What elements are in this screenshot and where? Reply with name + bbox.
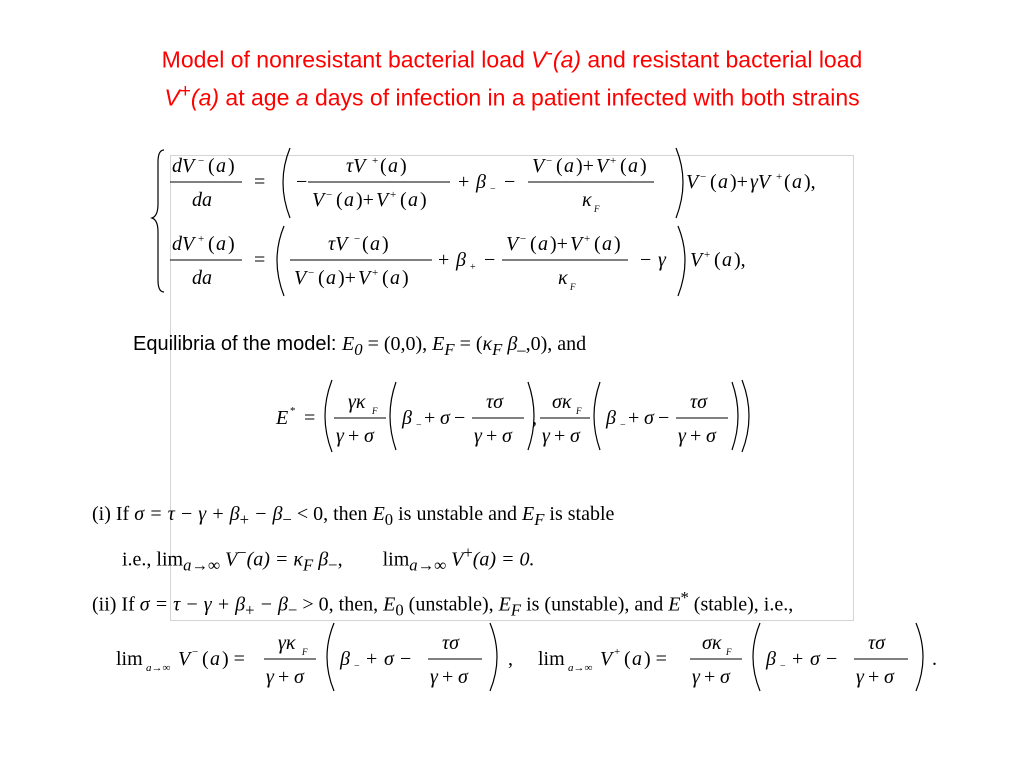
var-e-star: E: [668, 593, 681, 616]
svg-text:−: −: [546, 155, 553, 167]
sub: F: [510, 600, 522, 620]
svg-text:β: β: [766, 648, 776, 670]
svg-text:a: a: [388, 155, 398, 177]
svg-text:a: a: [326, 267, 336, 289]
svg-text:,: ,: [508, 648, 513, 670]
svg-text:γ: γ: [856, 666, 864, 688]
svg-text:γ: γ: [658, 249, 666, 271]
svg-text:F: F: [372, 406, 378, 416]
e0-value: = (0,0),: [362, 333, 433, 355]
equation-2: [170, 226, 746, 296]
svg-text:(: (: [318, 267, 325, 289]
svg-text:(: (: [710, 171, 717, 193]
svg-text:−: −: [296, 171, 308, 193]
svg-text:+: +: [348, 425, 360, 447]
svg-text:): ): [228, 233, 235, 255]
sup: +: [463, 543, 473, 562]
sub: 0: [354, 340, 363, 359]
svg-text:),: ),: [734, 249, 746, 271]
svg-text:σ: σ: [706, 425, 716, 447]
svg-text:−: −: [826, 648, 838, 670]
svg-text:): ): [420, 189, 427, 211]
svg-text:+: +: [868, 666, 880, 688]
svg-text:)+: )+: [550, 233, 568, 255]
equilibria-line: [133, 333, 586, 360]
svg-text:+: +: [372, 155, 379, 167]
sub: +: [239, 510, 249, 529]
sub: 0: [384, 510, 394, 529]
svg-text:,: ,: [532, 407, 537, 429]
svg-text:σκ: σκ: [702, 632, 722, 654]
svg-text:): ): [402, 267, 409, 289]
lim-expr: (a) = κ: [246, 548, 304, 571]
sub: F: [444, 340, 455, 359]
sub: F: [303, 555, 314, 575]
title-text: and resistant bacterial load: [581, 46, 863, 73]
svg-text:a: a: [628, 155, 638, 177]
svg-text:): ): [382, 233, 389, 255]
svg-text:β: β: [340, 648, 350, 670]
svg-text:): ): [400, 155, 407, 177]
svg-text:(: (: [714, 249, 721, 271]
comma: ,: [337, 548, 343, 571]
svg-text:(: (: [382, 267, 389, 289]
var-e0: E: [342, 333, 355, 355]
case-ii-condition: σ = τ − γ + β: [139, 593, 246, 616]
svg-text:+: +: [424, 407, 436, 429]
svg-text:E: E: [276, 407, 289, 429]
svg-text:(: (: [530, 233, 537, 255]
svg-text:a: a: [210, 648, 220, 670]
svg-text:a: a: [216, 155, 226, 177]
var-ef: E: [498, 593, 511, 616]
svg-text:σ: σ: [884, 666, 894, 688]
svg-text:γκ: γκ: [348, 391, 366, 413]
svg-text:σ: σ: [294, 666, 304, 688]
svg-text:F: F: [726, 647, 732, 657]
svg-text:V: V: [570, 233, 583, 255]
svg-text:σ: σ: [720, 666, 730, 688]
svg-text:(: (: [380, 155, 387, 177]
svg-text:γ: γ: [430, 666, 438, 688]
svg-text:τV: τV: [346, 155, 366, 177]
svg-text:V: V: [376, 189, 389, 211]
svg-text:κ: κ: [558, 267, 568, 289]
svg-text:V: V: [506, 233, 519, 255]
svg-text:+: +: [470, 262, 476, 273]
svg-text:V: V: [686, 171, 699, 193]
svg-text:a: a: [216, 233, 226, 255]
title-arg: (a): [552, 46, 582, 73]
case-i-limits: [122, 543, 535, 576]
case-ii-limits: [100, 615, 960, 700]
svg-text:+: +: [458, 171, 470, 193]
title-sup-plus: +: [179, 80, 191, 102]
title-var-v-plus: V: [164, 84, 180, 111]
svg-text:−: −: [354, 233, 361, 245]
svg-text:F: F: [594, 204, 600, 214]
svg-text:(: (: [400, 189, 407, 211]
svg-text:γ: γ: [474, 425, 482, 447]
svg-text:(: (: [556, 155, 563, 177]
svg-text:a: a: [408, 189, 418, 211]
svg-text:+: +: [792, 648, 804, 670]
beta: β: [502, 333, 518, 355]
svg-text:+: +: [704, 666, 716, 688]
lim-label: lim: [382, 548, 410, 571]
sup: *: [680, 588, 689, 607]
sub: –: [517, 340, 526, 359]
svg-text:+: +: [584, 233, 591, 245]
svg-text:a: a: [632, 648, 642, 670]
title-text: Model of nonresistant bacterial load: [161, 46, 532, 73]
svg-text:) =: ) =: [644, 648, 667, 670]
svg-text:−: −: [354, 661, 360, 672]
svg-text:+: +: [442, 666, 454, 688]
svg-text:a: a: [564, 155, 574, 177]
svg-text:a: a: [370, 233, 380, 255]
ode-system: [150, 142, 870, 302]
case-ii-text: (unstable),: [403, 593, 499, 616]
svg-text:a: a: [792, 171, 802, 193]
svg-text:−: −: [490, 184, 496, 195]
svg-text:a: a: [538, 233, 548, 255]
svg-text:γ: γ: [336, 425, 344, 447]
svg-text:+: +: [438, 249, 450, 271]
title-line-1: [60, 38, 964, 76]
sub: F: [492, 340, 503, 359]
svg-text:−: −: [700, 171, 707, 183]
case-ii-relation: > 0, then,: [297, 593, 384, 616]
svg-text:)+: )+: [730, 171, 748, 193]
svg-text:(: (: [336, 189, 343, 211]
lim-sub: a→∞: [409, 555, 447, 575]
case-i: [92, 503, 614, 530]
svg-text:+: +: [614, 646, 621, 658]
svg-text:)+: )+: [576, 155, 594, 177]
svg-text:a: a: [722, 249, 732, 271]
case-i-condition: − β: [248, 503, 283, 525]
lim-expr: V: [219, 548, 238, 571]
sub: −: [282, 510, 292, 529]
svg-text:σ: σ: [644, 407, 654, 429]
svg-text:−: −: [308, 267, 315, 279]
svg-text:−: −: [454, 407, 466, 429]
svg-text:V: V: [178, 648, 191, 670]
svg-text:): ): [614, 233, 621, 255]
svg-text:a: a: [602, 233, 612, 255]
svg-text:+: +: [610, 155, 617, 167]
svg-text:−: −: [640, 249, 652, 271]
svg-text:−: −: [504, 171, 516, 193]
equation-1: [170, 148, 816, 218]
case-i-text: is unstable and: [393, 503, 522, 525]
title-var-v-minus: V: [531, 46, 547, 73]
lim-expr: V: [446, 548, 464, 571]
svg-text:(: (: [202, 648, 209, 670]
svg-text:+: +: [486, 425, 498, 447]
case-i-relation: < 0, then: [291, 503, 373, 525]
svg-text:(: (: [624, 648, 631, 670]
svg-text:γ: γ: [266, 666, 274, 688]
svg-text:+: +: [390, 189, 397, 201]
svg-text:+: +: [776, 171, 783, 183]
svg-text:γ: γ: [678, 425, 686, 447]
svg-text:γ: γ: [542, 425, 550, 447]
svg-text:) =: ) =: [222, 648, 245, 670]
svg-text:a→∞: a→∞: [146, 662, 171, 674]
svg-text:(: (: [208, 155, 215, 177]
svg-text:(: (: [208, 233, 215, 255]
svg-text:da: da: [192, 189, 212, 211]
svg-text:+: +: [366, 648, 378, 670]
svg-text:σ: σ: [384, 648, 394, 670]
svg-text:σ: σ: [364, 425, 374, 447]
svg-text:V: V: [358, 267, 371, 289]
svg-text:+: +: [704, 249, 711, 261]
svg-text:+: +: [690, 425, 702, 447]
kappa: κ: [482, 333, 493, 355]
case-ii-text: is (unstable), and: [521, 593, 669, 616]
lim-expr: (a) = 0.: [472, 548, 535, 571]
svg-text:da: da: [192, 267, 212, 289]
sup: −: [237, 543, 247, 562]
svg-text:dV: dV: [172, 155, 195, 177]
svg-text:β: β: [402, 407, 412, 429]
svg-text:),: ),: [804, 171, 816, 193]
svg-text:−: −: [780, 661, 786, 672]
svg-text:γκ: γκ: [278, 632, 296, 654]
svg-text:τσ: τσ: [486, 391, 504, 413]
sub: −: [328, 555, 338, 575]
svg-text:V: V: [532, 155, 545, 177]
svg-text:−: −: [658, 407, 670, 429]
svg-text:dV: dV: [172, 233, 195, 255]
ef-value: = (: [454, 333, 483, 355]
case-ii-condition: − β: [254, 593, 288, 616]
var-e0: E: [372, 503, 385, 525]
case-ii-if: (ii) If: [92, 593, 140, 616]
svg-text:): ): [640, 155, 647, 177]
svg-text:−: −: [198, 155, 205, 167]
title-sup-minus: -: [546, 43, 553, 64]
title-text: at age: [219, 84, 296, 111]
svg-text:.: .: [932, 648, 937, 670]
svg-text:*: *: [290, 405, 296, 417]
svg-text:σκ: σκ: [552, 391, 572, 413]
svg-text:F: F: [302, 647, 308, 657]
svg-text:V: V: [312, 189, 325, 211]
case-ii-text: (stable), i.e.,: [688, 593, 794, 616]
svg-text:−: −: [484, 249, 496, 271]
svg-text:σ: σ: [440, 407, 450, 429]
sub: +: [245, 600, 255, 620]
svg-text:−: −: [416, 420, 422, 431]
equilibria-label: Equilibria of the model:: [133, 333, 343, 355]
svg-text:+: +: [554, 425, 566, 447]
svg-text:): ): [228, 155, 235, 177]
svg-text:β: β: [476, 171, 486, 193]
svg-text:σ: σ: [570, 425, 580, 447]
svg-text:τσ: τσ: [690, 391, 708, 413]
svg-text:)+: )+: [356, 189, 374, 211]
svg-text:τσ: τσ: [868, 632, 886, 654]
svg-text:=: =: [254, 249, 266, 271]
beta: β: [313, 548, 329, 571]
svg-text:−: −: [620, 420, 626, 431]
case-i-if: (i) If: [92, 503, 135, 525]
svg-text:−: −: [520, 233, 527, 245]
e-star-equation: [262, 374, 762, 458]
svg-text:a: a: [718, 171, 728, 193]
svg-text:+: +: [372, 267, 379, 279]
ef-value-close: ,0), and: [525, 333, 587, 355]
svg-text:−: −: [326, 189, 333, 201]
var-ef: E: [432, 333, 445, 355]
svg-text:)+: )+: [338, 267, 356, 289]
svg-text:(: (: [784, 171, 791, 193]
svg-text:+: +: [198, 233, 205, 245]
svg-text:(: (: [362, 233, 369, 255]
svg-text:σ: σ: [810, 648, 820, 670]
svg-text:lim: lim: [538, 648, 565, 670]
svg-text:a→∞: a→∞: [568, 662, 593, 674]
sub: −: [288, 600, 298, 620]
svg-text:V: V: [690, 249, 703, 271]
svg-text:τV: τV: [328, 233, 348, 255]
title-line-2: [60, 76, 964, 114]
svg-text:γ: γ: [692, 666, 700, 688]
case-i-text: is stable: [544, 503, 615, 525]
svg-text:σ: σ: [458, 666, 468, 688]
svg-text:lim: lim: [116, 648, 143, 670]
var-ef: E: [521, 503, 535, 525]
svg-text:a: a: [390, 267, 400, 289]
var-e0: E: [383, 593, 396, 616]
slide-title: [60, 38, 964, 113]
svg-text:β: β: [606, 407, 616, 429]
svg-text:a: a: [344, 189, 354, 211]
svg-text:F: F: [576, 406, 582, 416]
svg-text:+: +: [278, 666, 290, 688]
title-var-age: a: [295, 84, 309, 111]
svg-text:=: =: [254, 171, 266, 193]
svg-text:γV: γV: [750, 171, 771, 193]
svg-text:V: V: [600, 648, 613, 670]
svg-text:−: −: [400, 648, 412, 670]
svg-text:−: −: [192, 646, 199, 658]
sub: F: [534, 510, 545, 529]
svg-text:(: (: [594, 233, 601, 255]
svg-text:τσ: τσ: [442, 632, 460, 654]
case-i-condition: σ = τ − γ + β: [134, 503, 240, 525]
svg-text:+: +: [628, 407, 640, 429]
svg-text:(: (: [620, 155, 627, 177]
svg-text:κ: κ: [582, 189, 592, 211]
svg-text:V: V: [294, 267, 307, 289]
svg-text:σ: σ: [502, 425, 512, 447]
title-text: days of infection in a patient infected with both strains: [308, 84, 860, 111]
svg-text:F: F: [570, 282, 576, 292]
svg-text:V: V: [596, 155, 609, 177]
lim-sub: a→∞: [183, 555, 220, 575]
title-arg: (a): [190, 84, 220, 111]
svg-text:=: =: [304, 407, 316, 429]
svg-text:β: β: [456, 249, 466, 271]
lim-label: i.e., lim: [122, 548, 184, 571]
sub: 0: [395, 600, 404, 620]
